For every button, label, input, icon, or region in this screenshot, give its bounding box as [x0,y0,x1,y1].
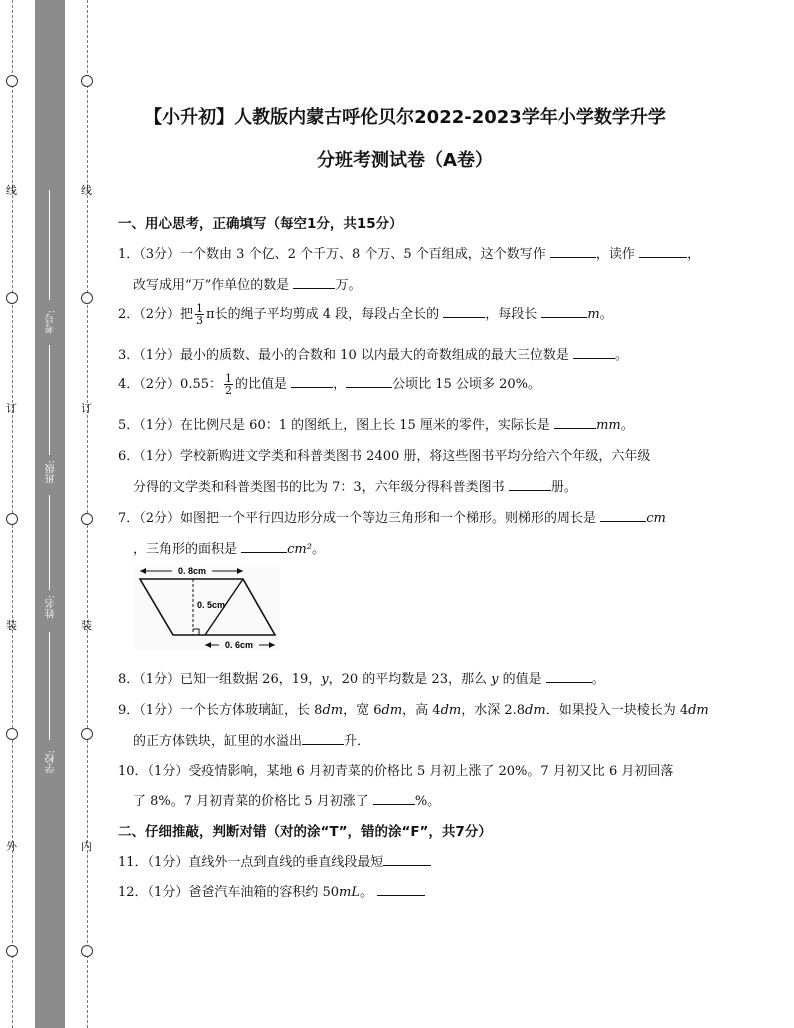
answer-blank[interactable] [346,375,392,388]
top-dimension-label: 0. 8cm [177,566,207,576]
circle-mark [81,292,93,304]
circle-mark [6,728,18,740]
circle-mark [6,75,18,87]
field-line [49,190,50,300]
answer-blank[interactable] [550,245,596,258]
margin-label-ding: 订 [6,402,17,415]
question-7: 7．（2分）如图把一个平行四边形分成一个等边三角形和一个梯形。则梯形的周长是 cm [118,511,666,526]
field-label-exam-no: 考号: [46,310,57,334]
field-label-name: 姓名: [46,595,57,619]
circle-mark [81,75,93,87]
field-line [49,495,50,590]
question-1-cont: 改写成用“万”作单位的数是 万。 [133,278,362,293]
question-11: 11．（1分）直线外一点到直线的垂直线段最短 [118,851,431,870]
height-label: 0. 5cm [197,600,226,610]
question-1: 1．（3分）一个数由 3 个亿、2 个千万、8 个万、5 个百组成，这个数写作 ，读作 ， [118,247,701,262]
answer-blank[interactable] [291,375,333,388]
bottom-dimension-label: 0. 6cm [224,640,254,650]
question-2: 2．（2分）把 $\frac{1}{3}$ π长的绳子平均剪成 4 段，每段占全长的 ，每段长 m。 [118,302,613,327]
answer-blank[interactable] [541,305,587,318]
margin-label-zhuang: 装 [6,619,17,632]
answer-blank[interactable] [554,416,596,429]
answer-blank[interactable] [509,478,551,491]
question-12: 12．（1分）爸爸汽车油箱的容积约 50mL。 [118,881,425,900]
section-heading-2: 二、仔细推敲，判断对错（对的涂“T”，错的涂“F”，共7分） [118,824,492,840]
circle-mark [6,945,18,957]
circle-mark [81,728,93,740]
question-6: 6．（1分）学校新购进文学类和科普类图书 2400 册，将这些图书平均分给六个年级，六年级 [118,449,651,464]
answer-blank[interactable] [241,540,287,553]
question-5: 5．（1分）在比例尺是 60：1 的图纸上，图上长 15 厘米的零件，实际长是 mm。 [118,418,634,433]
section-heading-1: 一、用心思考，正确填写（每空1分，共15分） [118,216,403,232]
answer-blank[interactable] [302,732,344,745]
question-10: 10．（1分）受疫情影响，某地 6 月初青菜的价格比 5 月初上涨了 20%。7 月初又比 6 月初回落 [118,764,674,779]
answer-blank[interactable] [383,853,431,866]
question-3: 3．（1分）最小的质数、最小的合数和 10 以内最大的奇数组成的最大三位数是 。 [118,348,628,363]
answer-blank[interactable] [639,245,687,258]
margin-label-nei: 内 [81,840,92,853]
binding-gray-bar [35,0,65,1028]
circle-mark [6,513,18,525]
fraction: $\frac{1}{3}$ [196,302,204,327]
circle-mark [6,292,18,304]
question-6-cont: 分得的文学类和科普类图书的比为 7：3，六年级分得科普类图书 册。 [133,480,577,495]
circle-mark [81,945,93,957]
question-8: 8．（1分）已知一组数据 26，19，y，20 的平均数是 23，那么 y 的值是 。 [118,672,605,687]
question-9-cont: 的正方体铁块，缸里的水溢出 升． [133,734,371,749]
answer-blank[interactable] [443,305,485,318]
page-title-line2: 分班考测试卷（A卷） [317,150,493,171]
answer-blank[interactable] [573,346,615,359]
answer-blank[interactable] [373,792,415,805]
margin-label-wai: 外 [6,840,17,853]
margin-label-zhuang: 装 [81,619,92,632]
question-9: 9．（1分）一个长方体玻璃缸，长 8dm，宽 6dm，高 4dm，水深 2.8dm．如果投入一块棱长为 4dm [118,703,709,718]
field-line [49,345,50,455]
margin-label-ding: 订 [81,402,92,415]
circle-mark [81,513,93,525]
answer-blank[interactable] [377,883,425,896]
field-line [49,632,50,740]
question-10-cont: 了 8%。7 月初青菜的价格比 5 月初涨了 %。 [133,794,441,809]
field-label-class: 班级: [46,460,57,484]
answer-blank[interactable] [600,509,646,522]
question-4: 4．（2分）0.55： $\frac{1}{2}$ 的比值是 ， 公顷比 15 公顷多 20%。 [118,372,541,397]
fraction: $\frac{1}{2}$ [225,372,232,397]
parallelogram-figure [135,565,280,650]
margin-label-xian: 线 [6,184,17,197]
question-7-cont: ，三角形的面积是 cm²。 [133,542,325,557]
margin-label-xian: 线 [81,184,92,197]
answer-blank[interactable] [546,670,592,683]
page-title-line1: 【小升初】人教版内蒙古呼伦贝尔2022-2023学年小学数学升学 [144,107,666,128]
answer-blank[interactable] [293,276,335,289]
field-label-school: 学校: [46,750,57,774]
binding-margin [0,0,30,1028]
